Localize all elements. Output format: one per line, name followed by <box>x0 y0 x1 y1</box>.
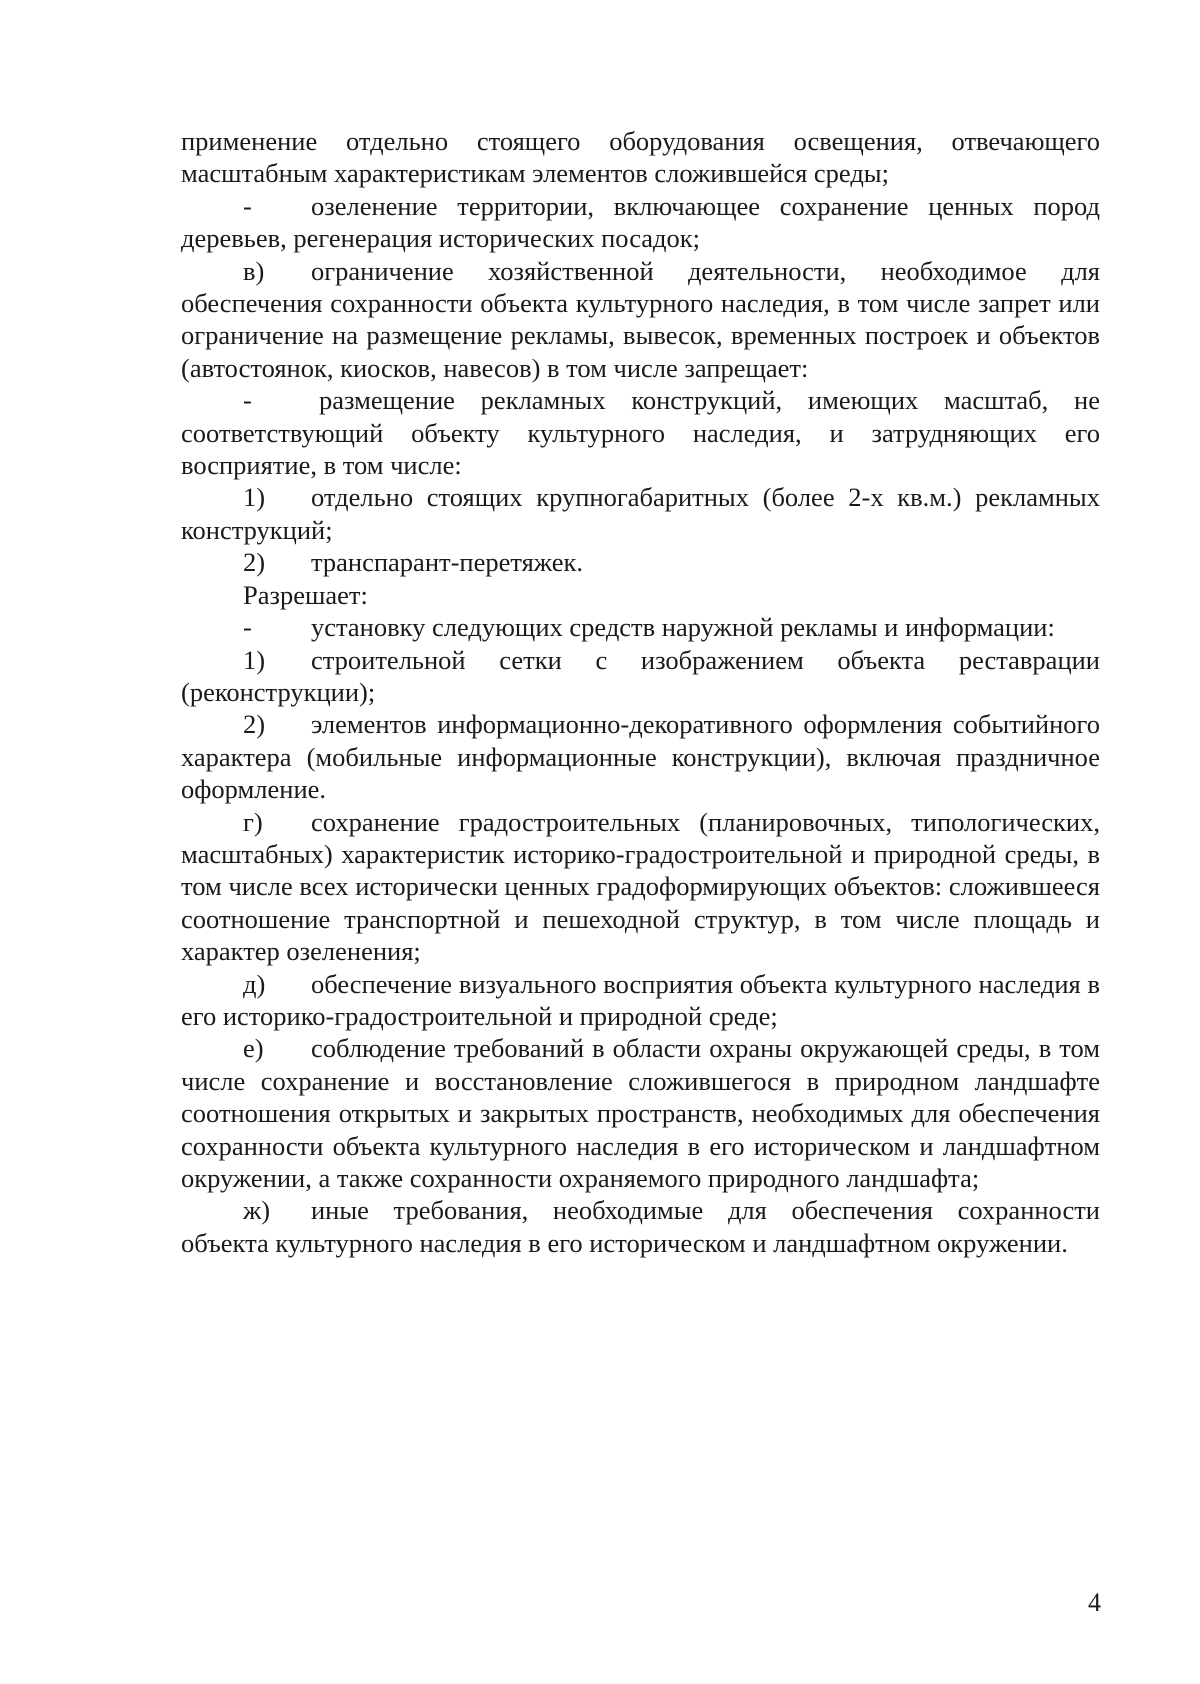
list-marker: - <box>243 385 252 416</box>
list-marker: е) <box>243 1033 264 1064</box>
paragraph-e-environment: е) соблюдение требований в области охраны окружающей среды, в том числе сохранение и восстановление сложившегося в природном ландшафте соотношения открытых и закрытых пространств, необходимых для обеспечения сохранности объекта культурного наследия в его историческом и ландшафтном окружении, а также сохранности охраняемого природного ландшафта; <box>181 1033 1100 1193</box>
list-marker: в) <box>243 255 265 286</box>
list-marker: 1) <box>243 482 266 513</box>
list-marker: 2) <box>243 709 266 740</box>
document-body <box>181 125 1100 1259</box>
paragraph-item-1: 1) отдельно стоящих крупногабаритных (более 2-х кв.м.) рекламных конструкций; <box>181 482 1100 545</box>
list-marker: ж) <box>243 1195 271 1226</box>
list-marker: 2) <box>243 547 266 578</box>
paragraph-v-restriction: в) ограничение хозяйственной деятельности, необходимое для обеспечения сохранности объекта культурного наследия, в том числе запрет или ограничение на размещение рекламы, вывесок, временных построек и объектов (автостоянок, киосков, навесов) в том числе запрещает: <box>181 255 1100 383</box>
paragraph-g-preservation: г) сохранение градостроительных (планировочных, типологических, масштабных) характеристик историко-градостроительной и природной среды, в том числе всех исторически ценных градоформирующих объектов: сложившееся соотношение транспортной и пешеходной структур, в том числе площадь и характер озеленения; <box>181 806 1100 967</box>
paragraph-greening: - озеленение территории, включающее сохранение ценных пород деревьев, регенерация исторических посадок; <box>181 190 1100 254</box>
list-marker: г) <box>243 806 263 837</box>
list-marker: - <box>243 190 252 221</box>
paragraph-lighting: применение отдельно стоящего оборудования освещения, отвечающего масштабным характеристикам элементов сложившейся среды; <box>181 126 1100 189</box>
list-marker: 1) <box>243 644 266 675</box>
page-number: 4 <box>1088 1588 1101 1617</box>
paragraph-zh-other: ж) иные требования, необходимые для обеспечения сохранности объекта культурного наследия в его историческом и ландшафтном окружении. <box>181 1195 1100 1258</box>
paragraph-permits: Разрешает: <box>243 579 368 610</box>
list-marker: д) <box>243 968 266 999</box>
paragraph-advertising: - размещение рекламных конструкций, имеющих масштаб, не соответствующий объекту культурного наследия, и затрудняющих его восприятие, в том числе: <box>181 385 1100 481</box>
list-marker: - <box>243 612 252 643</box>
paragraph-permit-1: 1) строительной сетки с изображением объекта реставрации (реконструкции); <box>181 644 1100 707</box>
paragraph-item-2: 2) транспарант-перетяжек. <box>243 547 584 578</box>
paragraph-permit-2: 2) элементов информационно-декоративного оформления событийного характера (мобильные информационные конструкции), включая праздничное оформление. <box>181 709 1100 805</box>
paragraph-d-visual: д) обеспечение визуального восприятия объекта культурного наследия в его историко-градостроительной и природной среде; <box>181 968 1100 1031</box>
paragraph-installation: - установку следующих средств наружной рекламы и информации: <box>243 612 1055 643</box>
